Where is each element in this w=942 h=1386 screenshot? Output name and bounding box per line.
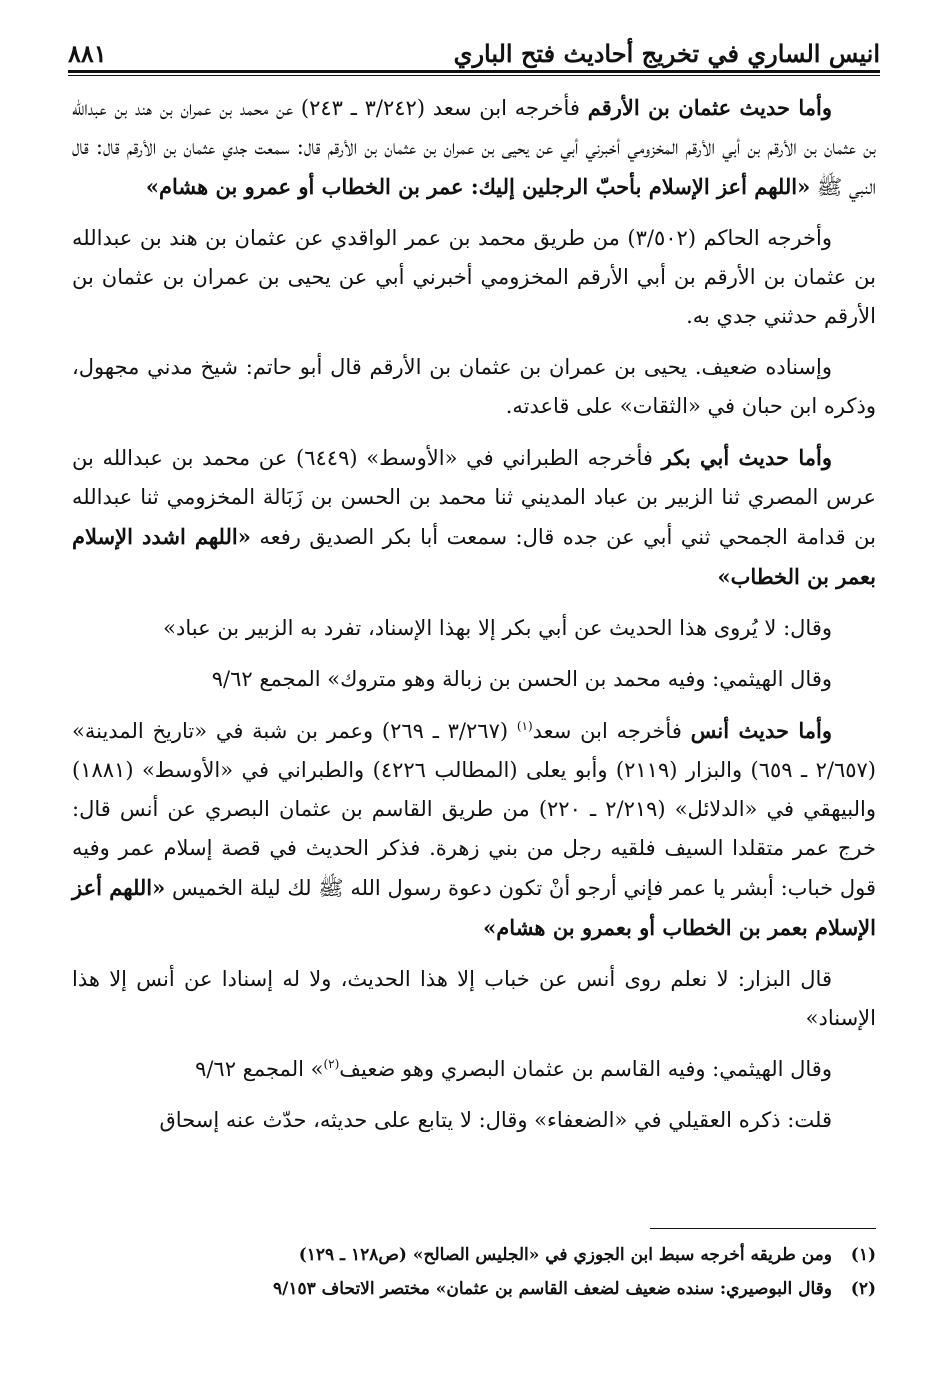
- page-header: [68, 30, 880, 68]
- text-segment: فأخرجه ابن سعد (٣/٢٤٢ ـ ٢٤٣) عن محمد بن عمران بن هند بن عبدالله بن عثمان بن الأرقم بن أبي الأرقم المخزومي أخبرني أبي عن يحيى بن عمران بن عثمان بن الأرقم قال: سمعت جدي عثمان بن الأرقم قال: قال النبي ﷺ: [72, 96, 876, 199]
- text-segment: قال البزار: لا نعلم روى أنس عن خباب إلا هذا الحديث، ولا له إسنادا عن أنس إلا هذا الإسناد»: [72, 967, 876, 1030]
- text-segment: » المجمع ٩/٦٢: [195, 1057, 324, 1081]
- paragraph: [72, 609, 876, 648]
- paragraph: [72, 88, 876, 207]
- paragraph: [72, 438, 876, 597]
- bold-text: وأما حديث أنس: [690, 718, 832, 743]
- paragraph: [72, 960, 876, 1038]
- running-title: انيس الساري في تخريج أحاديث فتح الباري: [453, 39, 880, 68]
- footnotes: [72, 1238, 876, 1306]
- footnote-number: (٢): [850, 1279, 876, 1299]
- text-segment: وإسناده ضعيف. يحيى بن عمران بن عثمان بن الأرقم قال أبو حاتم: شيخ مدني مجهول، وذكره ابن حبان في «الثقات» على قاعدته.: [72, 355, 876, 418]
- paragraph: [72, 1101, 876, 1140]
- text-segment: (٣/٢٦٧ ـ ٢٦٩) وعمر بن شبة في «تاريخ المدينة» (٢/٦٥٧ ـ ٦٥٩) والبزار (٢١١٩) وأبو يعلى (المطالب ٤٢٢٦) والطبراني في «الأوسط» (١٨٨١) والبيهقي في «الدلائل» (٢/٢١٩ ـ ٢٢٠) من طريق القاسم بن عثمان البصري عن أنس قال: خرج عمر متقلدا السيف فلقيه رجل من بني زهرة. فذكر الحديث في قصة إسلام عمر وفيه قول خباب: أبشر يا عمر فإني أرجو أنْ تكون دعوة رسول الله ﷺ لك ليلة الخميس: [72, 719, 876, 900]
- bold-text: «اللهم أعز الإسلام بعمر بن الخطاب أو بعمرو بن هشام»: [72, 875, 876, 940]
- page-number: ٨٨١: [68, 39, 107, 68]
- footnote-text: ومن طريقه أخرجه سبط ابن الجوزي في «الجليس الصالح» (ص١٢٨ ـ ١٢٩): [298, 1245, 832, 1265]
- paragraph: [72, 348, 876, 426]
- text-segment: وأخرجه الحاكم (٣/٥٠٢) من طريق محمد بن عمر الواقدي عن عثمان بن هند بن عبدالله بن عثمان بن الأرقم بن أبي الأرقم المخزومي أخبرني أبي عن يحيى بن عمران بن عثمان بن الأرقم حدثني جدي به.: [72, 226, 876, 328]
- header-rule: [68, 70, 880, 73]
- header-rule-thin: [68, 75, 880, 76]
- bold-text: وأما حديث عثمان بن الأرقم: [587, 95, 832, 120]
- footnote: [72, 1238, 876, 1272]
- footnote-ref: (١): [516, 719, 533, 733]
- main-text: [72, 88, 876, 1152]
- paragraph: [72, 711, 876, 948]
- text-segment: قلت: ذكره العقيلي في «الضعفاء» وقال: لا يتابع على حديثه، حدّث عنه إسحاق: [159, 1108, 832, 1132]
- text-segment: وقال الهيثمي: وفيه القاسم بن عثمان البصري وهو ضعيف: [339, 1057, 832, 1081]
- bold-text: وأما حديث أبي بكر: [661, 445, 832, 470]
- footnote-number: (١): [850, 1245, 876, 1265]
- footnote-separator: [650, 1228, 876, 1229]
- footnote-ref: (٢): [323, 1057, 340, 1071]
- text-segment: وقال: لا يُروى هذا الحديث عن أبي بكر إلا بهذا الإسناد، تفرد به الزبير بن عباد»: [163, 616, 832, 640]
- text-segment: فأخرجه ابن سعد: [532, 719, 691, 743]
- bold-text: «اللهم أعز الإسلام بأحبّ الرجلين إليك: عمر بن الخطاب أو عمرو بن هشام»: [145, 174, 811, 199]
- text-segment: فأخرجه الطبراني في «الأوسط» (٦٤٤٩) عن محمد بن عبدالله بن عرس المصري ثنا الزبير بن عباد المديني ثنا محمد بن الحسن بن زَبَالة المخزومي ثنا عبدالله بن قدامة الجمحي ثني أبي عن جده قال: سمعت أبا بكر الصديق رفعه: [72, 446, 876, 549]
- paragraph: [72, 660, 876, 699]
- paragraph: [72, 1050, 876, 1089]
- bold-text: «اللهم اشدد الإسلام بعمر بن الخطاب»: [72, 524, 876, 589]
- paragraph: [72, 219, 876, 336]
- footnote-text: وقال البوصيري: سنده ضعيف لضعف القاسم بن عثمان» مختصر الاتحاف ٩/١٥٣: [273, 1279, 832, 1299]
- footnote: [72, 1272, 876, 1306]
- text-segment: وقال الهيثمي: وفيه محمد بن الحسن بن زبالة وهو متروك» المجمع ٩/٦٢: [211, 667, 832, 691]
